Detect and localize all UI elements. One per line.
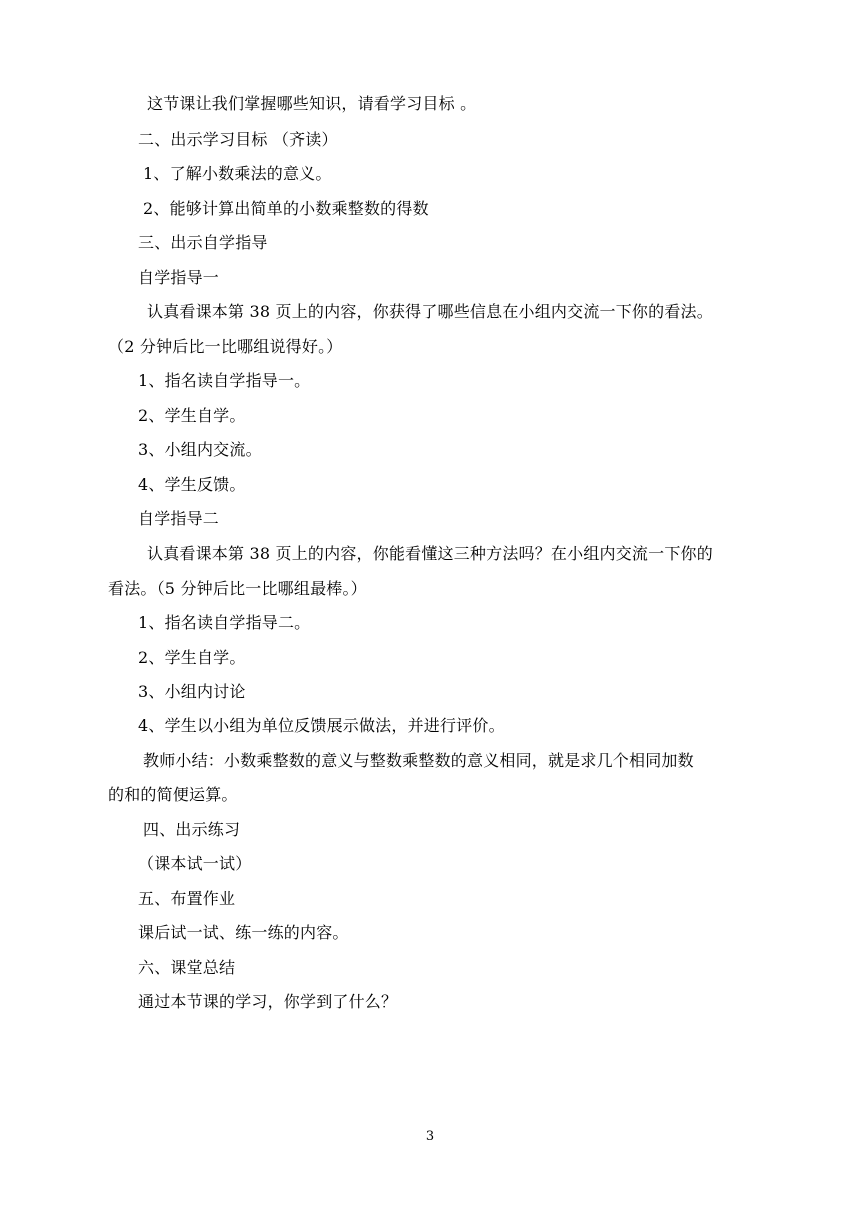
text-line-goal-1: 1、了解小数乘法的意义。 — [143, 164, 332, 183]
text-line-1: 这节课让我们掌握哪些知识，请看学习目标 。 — [147, 94, 477, 113]
section-heading-practice: 四、出示练习 — [143, 820, 241, 839]
text-line-summary-question: 通过本节课的学习，你学到了什么？ — [138, 992, 398, 1011]
subheading-guide-2: 自学指导二 — [138, 509, 220, 528]
text-line-teacher-summary: 教师小结：小数乘整数的意义与整数乘整数的意义相同，就是求几个相同加数 — [143, 751, 694, 770]
text-line-step-1b: 1、指名读自学指导二。 — [138, 613, 311, 632]
text-line-step-2b: 2、学生自学。 — [138, 648, 246, 667]
text-line-step-4a: 4、学生反馈。 — [138, 475, 246, 494]
subheading-guide-1: 自学指导一 — [138, 268, 220, 287]
text-line-homework: 课后试一试、练一练的内容。 — [138, 923, 349, 942]
text-line-step-3b: 3、小组内讨论 — [138, 682, 246, 701]
text-line-guide-1-time: （2 分钟后比一比哪组说得好。） — [108, 337, 343, 356]
text-line-practice-note: （课本试一试） — [138, 854, 252, 873]
text-line-step-2a: 2、学生自学。 — [138, 406, 246, 425]
text-line-step-1a: 1、指名读自学指导一。 — [138, 371, 311, 390]
section-heading-summary: 六、课堂总结 — [138, 958, 236, 977]
text-line-step-3a: 3、小组内交流。 — [138, 440, 262, 459]
section-heading-homework: 五、布置作业 — [138, 889, 236, 908]
text-line-goal-2: 2、能够计算出简单的小数乘整数的得数 — [143, 199, 429, 218]
text-line-step-4b: 4、学生以小组为单位反馈展示做法，并进行评价。 — [138, 716, 505, 735]
page-number: 3 — [425, 1129, 435, 1144]
section-heading-learning-goals: 二、出示学习目标 （齐读） — [138, 130, 338, 149]
section-heading-self-study: 三、出示自学指导 — [138, 233, 268, 252]
text-line-guide-1-instruction: 认真看课本第 38 页上的内容，你获得了哪些信息在小组内交流一下你的看法。 — [147, 302, 713, 321]
text-line-guide-2-time: 看法。（5 分钟后比一比哪组最棒。） — [108, 579, 367, 598]
text-line-guide-2-instruction: 认真看课本第 38 页上的内容，你能看懂这三种方法吗？在小组内交流一下你的 — [147, 544, 713, 563]
text-line-teacher-summary-cont: 的和的简便运算。 — [108, 785, 238, 804]
